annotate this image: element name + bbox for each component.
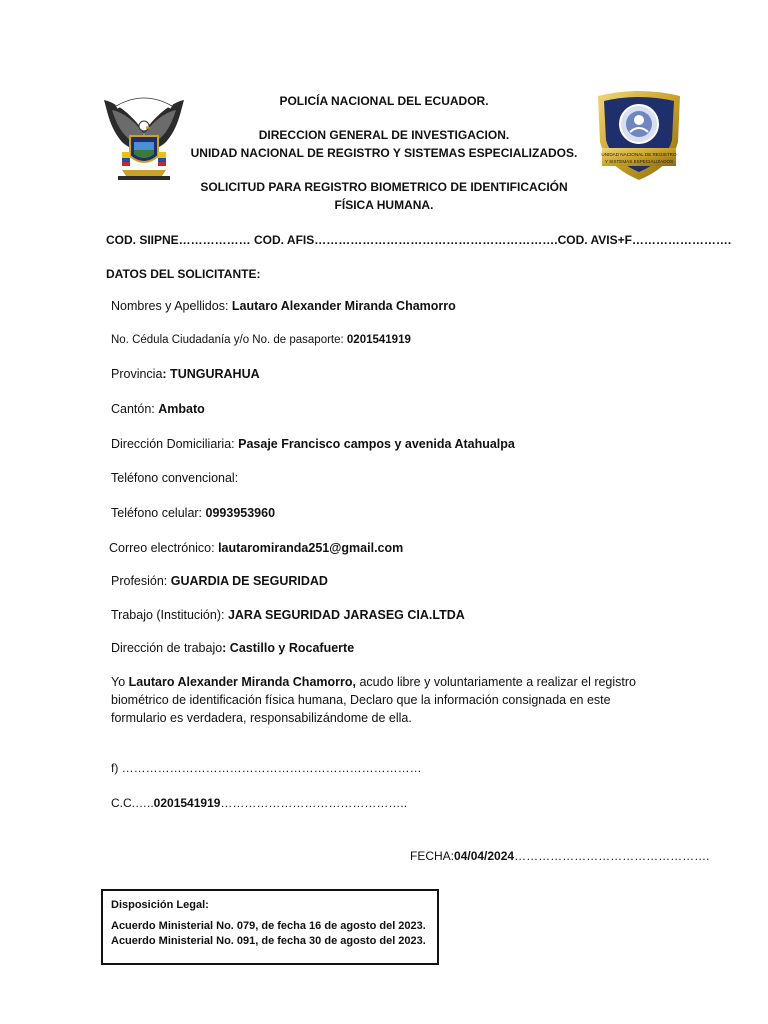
fecha-label: FECHA: — [410, 849, 455, 863]
fecha-line — [410, 849, 709, 863]
legal-line-2: Acuerdo Ministerial No. 091, de fecha 30 de agosto del 2023. — [111, 935, 426, 947]
field-value: Lautaro Alexander Miranda Chamorro — [231, 299, 456, 313]
field-label: Correo electrónico: — [109, 541, 219, 555]
cc-suffix: ……………………………………….. — [220, 796, 408, 810]
field-value: 0993953960 — [205, 506, 276, 520]
badge-text-line2: Y SISTEMAS ESPECIALIZADOS — [604, 159, 674, 164]
field-label: Dirección Domiciliaria: — [111, 437, 239, 451]
field-profesion — [111, 574, 328, 588]
codes-line: COD. SIIPNE……………… COD. AFIS…………………………………………………….COD. AVIS+F……………………. — [106, 233, 732, 247]
field-correo — [109, 541, 403, 555]
header-line-request-2: FÍSICA HUMANA. — [334, 198, 434, 212]
field-label: Teléfono convencional: — [111, 471, 239, 485]
field-label: Provincia — [111, 367, 163, 381]
cc-value: 0201541919 — [153, 796, 221, 810]
field-value: Pasaje Francisco campos y avenida Atahualpa — [238, 437, 515, 451]
field-value: JARA SEGURIDAD JARASEG CIA.LTDA — [227, 608, 465, 622]
field-label: Teléfono celular: — [111, 506, 206, 520]
fecha-suffix: …………………………………………. — [514, 849, 710, 863]
cc-line — [111, 796, 407, 810]
declaration-paragraph — [111, 673, 651, 727]
police-eagle-seal-logo — [100, 92, 188, 184]
field-telefono-convencional — [111, 471, 238, 485]
field-direccion-trabajo — [111, 641, 354, 655]
declaration-name: Lautaro Alexander Miranda Chamorro, — [128, 675, 356, 689]
header-line-request: SOLICITUD PARA REGISTRO BIOMETRICO DE IDENTIFICACIÓN — [200, 180, 568, 194]
field-value: : Castillo y Rocafuerte — [222, 641, 355, 655]
field-value: Ambato — [158, 402, 205, 416]
field-cedula — [111, 334, 411, 346]
legal-line-1: Acuerdo Ministerial No. 079, de fecha 16 de agosto del 2023. — [111, 920, 426, 932]
cc-prefix: C.C.….. — [111, 796, 154, 810]
field-label: Cantón: — [111, 402, 159, 416]
field-value: 0201541919 — [346, 334, 411, 346]
field-provincia — [111, 367, 260, 381]
field-nombres — [111, 299, 456, 313]
legal-disposition-box — [101, 889, 439, 965]
field-label: Dirección de trabajo — [111, 641, 223, 655]
header-line-unit: UNIDAD NACIONAL DE REGISTRO Y SISTEMAS ESPECIALIZADOS. — [190, 146, 578, 160]
header-line-police: POLICÍA NACIONAL DEL ECUADOR. — [279, 94, 489, 108]
field-label: Profesión: — [111, 574, 171, 588]
field-value: : TUNGURAHUA — [162, 367, 260, 381]
header-line-direction: DIRECCION GENERAL DE INVESTIGACION. — [258, 128, 510, 142]
registry-unit-badge-logo — [592, 88, 686, 184]
legal-title: Disposición Legal: — [111, 899, 209, 911]
field-label: Trabajo (Institución): — [111, 608, 228, 622]
field-value: lautaromiranda251@gmail.com — [218, 541, 404, 555]
badge-text-line1: UNIDAD NACIONAL DE REGISTRO — [601, 152, 677, 157]
declaration-text: acudo libre y voluntariamente a realizar el registro biométrico de identificación física humana, Declaro que la información consignada en este formulario es verdadera, responsabilizándome de ella. — [111, 675, 636, 725]
signature-line: f) ………………………………………………………………… — [111, 761, 422, 775]
fecha-value: 04/04/2024 — [454, 849, 515, 863]
field-canton — [111, 402, 205, 416]
field-label: No. Cédula Ciudadanía y/o No. de pasaporte: — [111, 334, 347, 346]
section-title: DATOS DEL SOLICITANTE: — [106, 267, 261, 281]
field-telefono-celular — [111, 506, 275, 520]
field-label: Nombres y Apellidos: — [111, 299, 232, 313]
field-value: GUARDIA DE SEGURIDAD — [170, 574, 328, 588]
field-direccion — [111, 437, 515, 451]
declaration-prefix: Yo — [111, 675, 129, 689]
field-trabajo — [111, 608, 465, 622]
